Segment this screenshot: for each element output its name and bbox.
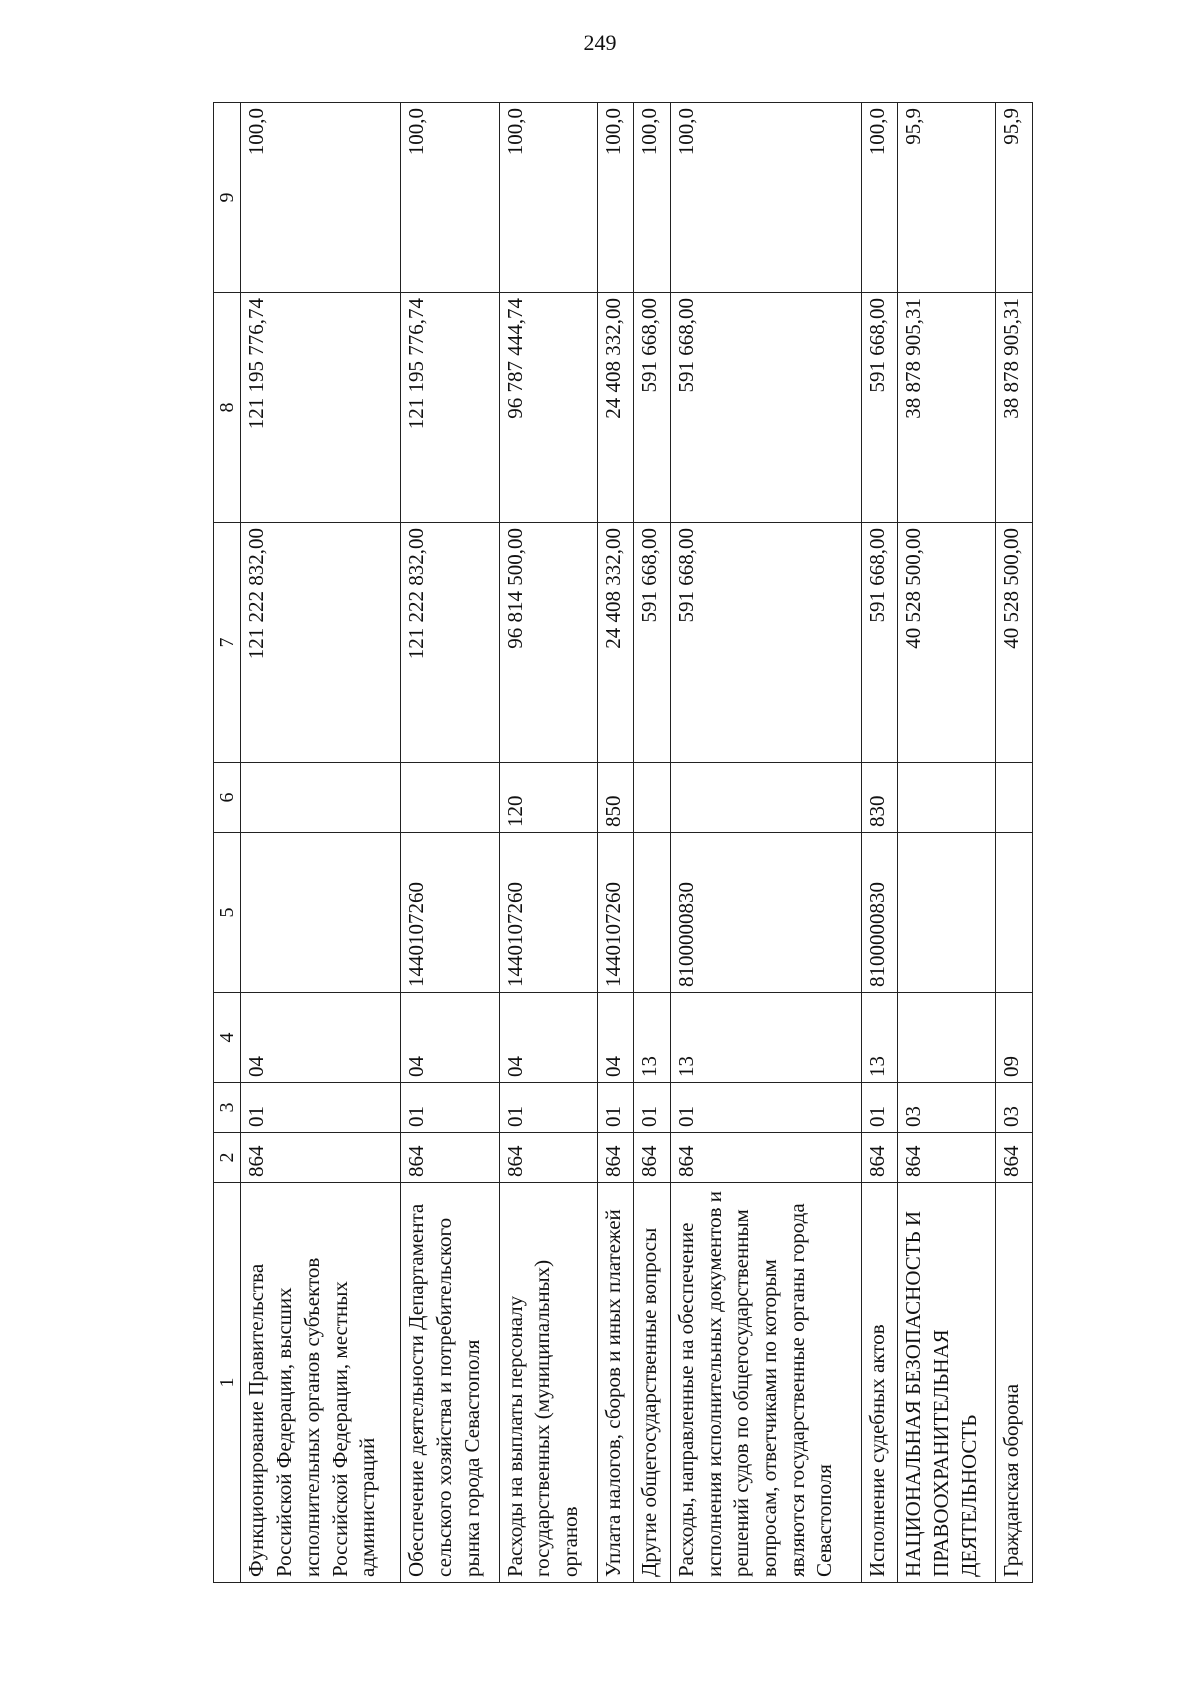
- cell-col-5: [996, 833, 1033, 993]
- table-row: [241, 103, 401, 1583]
- cell-col-2: 864: [241, 1133, 401, 1183]
- cell-col-9: 95,9: [996, 103, 1033, 293]
- cell-col-8: 96 787 444,74: [499, 293, 597, 523]
- cell-col-1: Другие общегосударственные вопросы: [634, 1183, 670, 1583]
- table-body: [241, 103, 1033, 1583]
- budget-table: [213, 102, 1033, 1583]
- cell-col-9: 100,0: [861, 103, 897, 293]
- table-row: [401, 103, 499, 1583]
- cell-col-3: 01: [401, 1083, 499, 1133]
- table-row: [898, 103, 996, 1583]
- cell-col-4: 13: [861, 993, 897, 1083]
- cell-col-5: 8100000830: [670, 833, 861, 993]
- cell-col-1: Расходы, направленные на обеспечение исполнения исполнительных документов и решений судов по общегосударственным вопросам, ответчиками по которым являются государственные органы города Севастополя: [670, 1183, 861, 1583]
- cell-col-5: [634, 833, 670, 993]
- cell-col-7: 591 668,00: [634, 523, 670, 763]
- cell-col-7: 591 668,00: [861, 523, 897, 763]
- cell-col-2: 864: [861, 1133, 897, 1183]
- cell-col-9: 100,0: [401, 103, 499, 293]
- cell-col-1: Исполнение судебных актов: [861, 1183, 897, 1583]
- header-col-5: 5: [214, 833, 241, 993]
- cell-col-8: 24 408 332,00: [597, 293, 633, 523]
- table-row: [499, 103, 597, 1583]
- cell-col-8: 591 668,00: [861, 293, 897, 523]
- cell-col-2: 864: [597, 1133, 633, 1183]
- cell-col-1: Расходы на выплаты персоналу государственных (муниципальных) органов: [499, 1183, 597, 1583]
- cell-col-8: 121 195 776,74: [241, 293, 401, 523]
- cell-col-7: 40 528 500,00: [898, 523, 996, 763]
- cell-col-6: 830: [861, 763, 897, 833]
- cell-col-1: Уплата налогов, сборов и иных платежей: [597, 1183, 633, 1583]
- cell-col-6: 850: [597, 763, 633, 833]
- cell-col-5: [241, 833, 401, 993]
- cell-col-1: Функционирование Правительства Российской Федерации, высших исполнительных органов субъектов Российской Федерации, местных администраций: [241, 1183, 401, 1583]
- header-row: [214, 103, 241, 1583]
- cell-col-9: 100,0: [670, 103, 861, 293]
- page-number: 249: [583, 30, 617, 55]
- cell-col-3: 03: [898, 1083, 996, 1133]
- cell-col-8: 38 878 905,31: [996, 293, 1033, 523]
- cell-col-6: [634, 763, 670, 833]
- cell-col-3: 01: [861, 1083, 897, 1133]
- cell-col-7: 24 408 332,00: [597, 523, 633, 763]
- cell-col-7: 121 222 832,00: [401, 523, 499, 763]
- cell-col-2: 864: [670, 1133, 861, 1183]
- table-row: [670, 103, 861, 1583]
- cell-col-3: 01: [499, 1083, 597, 1133]
- cell-col-1: НАЦИОНАЛЬНАЯ БЕЗОПАСНОСТЬ И ПРАВООХРАНИТЕЛЬНАЯ ДЕЯТЕЛЬНОСТЬ: [898, 1183, 996, 1583]
- cell-col-5: 1440107260: [499, 833, 597, 993]
- cell-col-8: 38 878 905,31: [898, 293, 996, 523]
- cell-col-4: 04: [597, 993, 633, 1083]
- header-col-2: 2: [214, 1133, 241, 1183]
- table-row: [634, 103, 670, 1583]
- cell-col-5: 1440107260: [597, 833, 633, 993]
- cell-col-3: 01: [670, 1083, 861, 1133]
- cell-col-9: 100,0: [634, 103, 670, 293]
- cell-col-6: [401, 763, 499, 833]
- header-col-6: 6: [214, 763, 241, 833]
- header-col-1: 1: [214, 1183, 241, 1583]
- cell-col-9: 100,0: [241, 103, 401, 293]
- cell-col-9: 95,9: [898, 103, 996, 293]
- cell-col-7: 121 222 832,00: [241, 523, 401, 763]
- header-col-3: 3: [214, 1083, 241, 1133]
- cell-col-6: [898, 763, 996, 833]
- cell-col-6: [241, 763, 401, 833]
- table-row: [996, 103, 1033, 1583]
- cell-col-1: Гражданская оборона: [996, 1183, 1033, 1583]
- cell-col-8: 121 195 776,74: [401, 293, 499, 523]
- cell-col-7: 40 528 500,00: [996, 523, 1033, 763]
- cell-col-7: 591 668,00: [670, 523, 861, 763]
- header-col-7: 7: [214, 523, 241, 763]
- cell-col-2: 864: [499, 1133, 597, 1183]
- cell-col-6: 120: [499, 763, 597, 833]
- cell-col-6: [670, 763, 861, 833]
- cell-col-4: 04: [241, 993, 401, 1083]
- cell-col-6: [996, 763, 1033, 833]
- cell-col-8: 591 668,00: [634, 293, 670, 523]
- table-row: [861, 103, 897, 1583]
- cell-col-4: 13: [670, 993, 861, 1083]
- cell-col-4: [898, 993, 996, 1083]
- cell-col-3: 01: [241, 1083, 401, 1133]
- cell-col-2: 864: [898, 1133, 996, 1183]
- cell-col-3: 03: [996, 1083, 1033, 1133]
- cell-col-1: Обеспечение деятельности Департамента сельского хозяйства и потребительского рынка города Севастополя: [401, 1183, 499, 1583]
- header-col-9: 9: [214, 103, 241, 293]
- header-col-8: 8: [214, 293, 241, 523]
- cell-col-3: 01: [634, 1083, 670, 1133]
- cell-col-9: 100,0: [499, 103, 597, 293]
- cell-col-4: 13: [634, 993, 670, 1083]
- cell-col-2: 864: [401, 1133, 499, 1183]
- cell-col-5: [898, 833, 996, 993]
- cell-col-2: 864: [634, 1133, 670, 1183]
- header-col-4: 4: [214, 993, 241, 1083]
- cell-col-4: 04: [401, 993, 499, 1083]
- cell-col-2: 864: [996, 1133, 1033, 1183]
- table-row: [597, 103, 633, 1583]
- cell-col-9: 100,0: [597, 103, 633, 293]
- cell-col-4: 09: [996, 993, 1033, 1083]
- cell-col-3: 01: [597, 1083, 633, 1133]
- cell-col-5: 1440107260: [401, 833, 499, 993]
- cell-col-7: 96 814 500,00: [499, 523, 597, 763]
- cell-col-4: 04: [499, 993, 597, 1083]
- cell-col-5: 8100000830: [861, 833, 897, 993]
- budget-table-rotated: [213, 103, 1033, 1583]
- cell-col-8: 591 668,00: [670, 293, 861, 523]
